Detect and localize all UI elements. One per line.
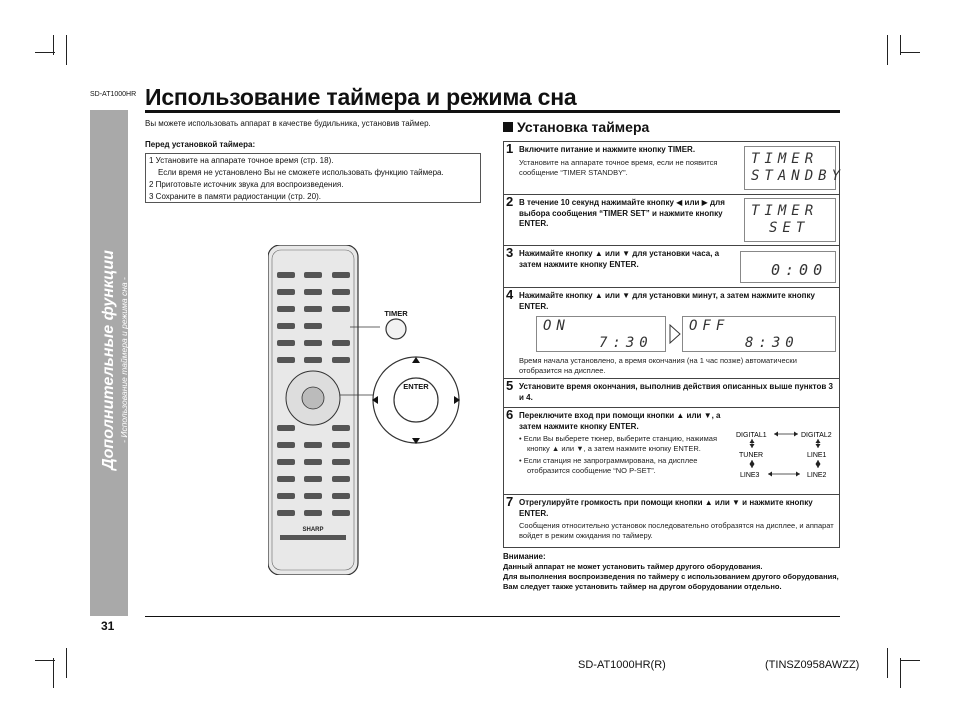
step-text: Установите время окончания, выполнив действия описанных выше пунктов 3 и 4.	[519, 382, 833, 402]
caution-line: Данный аппарат не может установить таймер другого оборудования.	[503, 562, 763, 571]
step-text: Отрегулируйте громкость при помощи кнопки ▲ или ▼ и нажмите кнопку ENTER.	[519, 498, 813, 518]
crop-mark	[35, 660, 55, 661]
before-line: 1 Установите на аппарате точное время (стр. 18).	[149, 156, 334, 165]
crop-mark	[887, 648, 888, 678]
crop-mark	[66, 35, 67, 65]
step-text: Нажимайте кнопку ▲ или ▼ для установки часа, а затем нажмите кнопку ENTER.	[519, 249, 720, 269]
crop-mark	[887, 35, 888, 65]
step-number: 5	[506, 378, 514, 393]
crop-mark	[53, 658, 54, 688]
section-title	[503, 119, 649, 135]
model-label-bottom: SD-AT1000HR(R)	[578, 659, 666, 671]
crop-mark	[66, 648, 67, 678]
enter-label: ENTER	[403, 382, 429, 391]
side-tab-title: Дополнительные функции	[100, 250, 117, 470]
before-title: Перед установкой таймера:	[145, 140, 256, 149]
diagram-label: LINE1	[807, 452, 827, 459]
side-tab-subtitle: - Использование таймера и режима сна -	[119, 277, 129, 443]
step-5	[503, 378, 840, 408]
lcd-display-on	[536, 316, 666, 352]
lcd-line: 8:30	[745, 335, 799, 351]
lcd-line: 0:00	[771, 261, 828, 279]
model-label-top: SD-AT1000HR	[90, 91, 137, 98]
intro-text: Вы можете использовать аппарат в качестве будильника, установив таймер.	[145, 119, 431, 128]
lcd-display	[744, 198, 836, 242]
crop-mark	[900, 660, 920, 661]
lcd-line: TIMER	[751, 151, 819, 167]
lcd-line: 7:30	[599, 335, 653, 351]
step-2	[503, 194, 840, 246]
bullet-text: Если станция не запрограммирована, на дисплее отобразится сообщение “NO P-SET”.	[523, 456, 698, 475]
document-code: (TINSZ0958AWZZ)	[765, 659, 860, 671]
caution-line: Для выполнения воспроизведения по таймеру с использованием другого оборудования, Вам следует также установить таймер на другом оборудовании отдельно.	[503, 572, 839, 591]
side-tab	[90, 110, 128, 616]
lcd-line: OFF	[689, 318, 730, 334]
crop-mark	[900, 658, 901, 688]
page-number: 31	[101, 619, 115, 633]
timer-label: TIMER	[384, 309, 408, 318]
diagram-label: TUNER	[739, 452, 764, 459]
crop-mark	[35, 52, 55, 53]
step-note: Время начала установлено, а время окончания (на 1 час позже) автоматически отобразится на дисплее.	[519, 356, 797, 375]
lcd-display	[740, 251, 836, 283]
lcd-line: SET	[769, 220, 810, 236]
arrow-right-icon	[669, 324, 681, 344]
lcd-display	[744, 146, 846, 190]
step-1	[503, 141, 846, 195]
step-note: Установите на аппарате точное время, если не появится сообщение “TIMER STANDBY”.	[519, 157, 718, 177]
step-number: 2	[506, 194, 514, 209]
step-number: 1	[506, 141, 514, 156]
step-6	[503, 407, 840, 495]
before-line: 3 Сохраните в памяти радиостанции (стр. 20).	[149, 192, 321, 201]
bullet-text: Если Вы выберете тюнер, выберите станцию, нажимая кнопку ▲ или ▼, а затем нажмите кнопку ENTER.	[523, 434, 718, 453]
diagram-label: LINE2	[807, 472, 827, 479]
page-title: Использование таймера и режима сна	[145, 84, 577, 110]
step-text: Нажимайте кнопку ▲ или ▼ для установки минут, а затем нажмите кнопку ENTER.	[519, 291, 815, 311]
diagram-label: DIGITAL1	[736, 432, 767, 439]
before-box	[145, 153, 481, 203]
section-square-icon	[503, 122, 513, 132]
section-title-text: Установка таймера	[517, 119, 650, 135]
step-3	[503, 245, 840, 288]
step-number: 6	[506, 407, 514, 422]
before-line: 2 Приготовьте источник звука для воспроизведения.	[149, 180, 344, 189]
step-4	[503, 287, 840, 379]
step-number: 3	[506, 245, 514, 260]
step-bullet: • Если станция не запрограммирована, на дисплее отобразится сообщение “NO P-SET”.	[519, 456, 698, 475]
step-text: Переключите вход при помощи кнопки ▲ или ▼, а затем нажмите кнопку ENTER.	[519, 411, 721, 431]
remote-illustration	[268, 245, 429, 575]
caution-title: Внимание:	[503, 552, 546, 561]
step-7	[503, 494, 840, 548]
diagram-label: DIGITAL2	[801, 432, 832, 439]
lcd-display-off	[682, 316, 836, 352]
step-text: В течение 10 секунд нажимайте кнопку ◀ или ▶ для выбора сообщения “TIMER SET” и нажмите кнопку ENTER.	[519, 198, 725, 228]
input-cycle-diagram	[734, 426, 840, 482]
step-text: Включите питание и нажмите кнопку TIMER.	[519, 145, 696, 154]
crop-mark	[900, 52, 920, 53]
bottom-divider	[145, 616, 840, 617]
remote-brand: SHARP	[302, 527, 324, 533]
diagram-label: LINE3	[740, 472, 760, 479]
step-note: Сообщения относительно установок последовательно отобразятся на дисплее, и аппарат войдет в режим ожидания по таймеру.	[519, 521, 834, 540]
step-number: 7	[506, 494, 514, 509]
lcd-line: STANDBY	[751, 168, 846, 184]
before-line: Если время не установлено Вы не сможете использовать функцию таймера.	[158, 168, 444, 177]
caution-text	[503, 562, 840, 592]
lcd-line: ON	[543, 318, 570, 334]
lcd-line: TIMER	[751, 203, 819, 219]
remote-svg	[268, 245, 488, 575]
step-bullet: • Если Вы выберете тюнер, выберите станцию, нажимая кнопку ▲ или ▼, а затем нажмите кнопку ENTER.	[519, 434, 718, 453]
title-divider	[145, 110, 840, 113]
step-number: 4	[506, 287, 514, 302]
crop-mark	[53, 35, 54, 55]
